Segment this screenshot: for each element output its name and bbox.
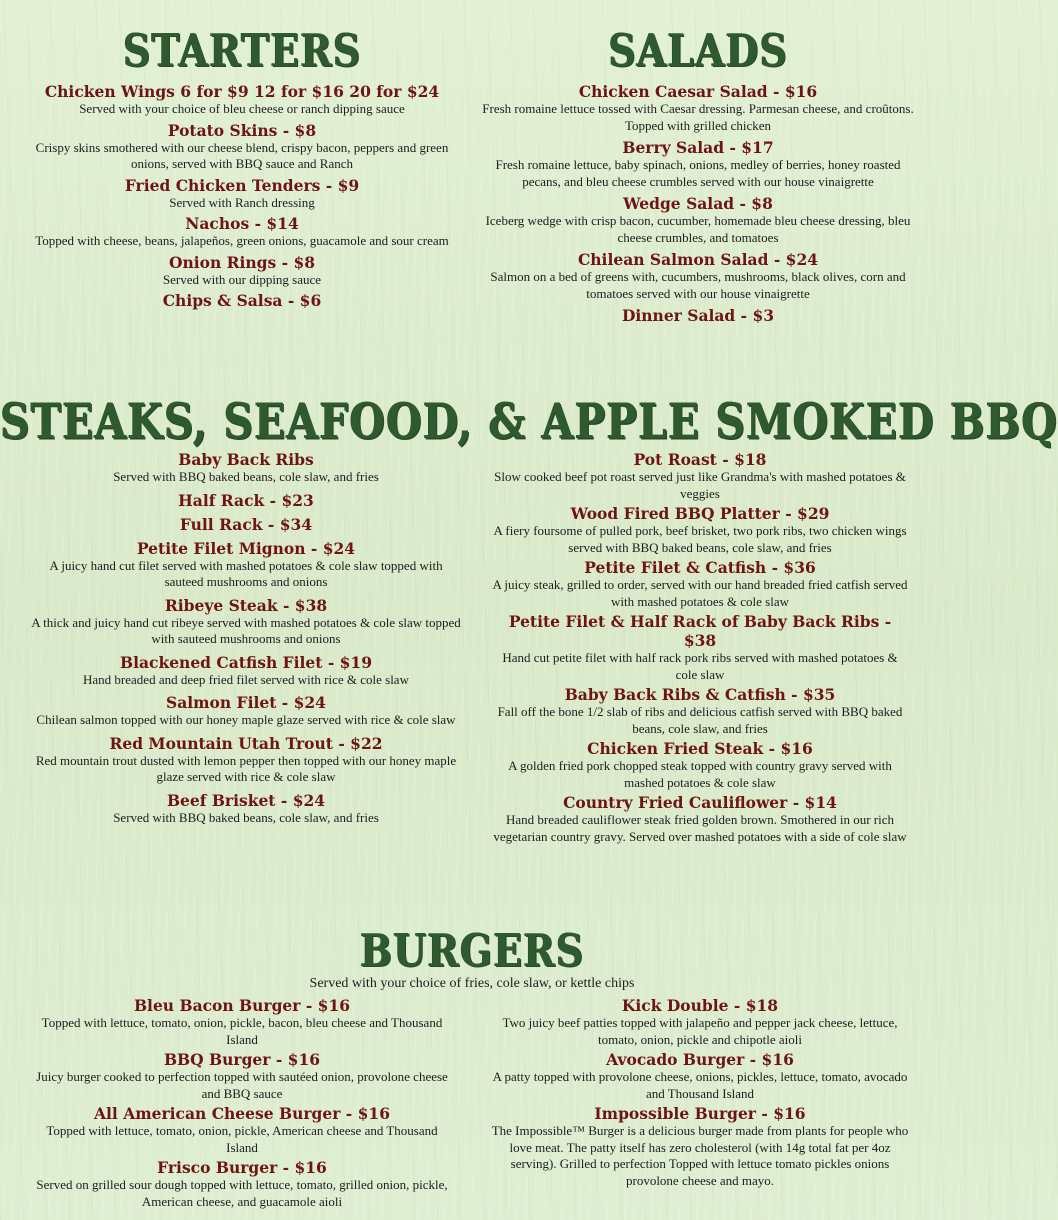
starters-list [30,82,454,310]
starters-heading: STARTERS [122,23,362,77]
menu-item-description: A thick and juicy hand cut ribeye served with mashed potatoes & cole slaw topped with sauteed mushrooms and onions [31,614,461,646]
menu-item-description: Served with Ranch dressing [169,194,315,210]
menu-item-description: Served with our dipping sauce [162,271,322,287]
burgers-heading: BURGERS [359,923,585,977]
menu-item-description: Topped with lettuce, tomato, onion, pickle, American cheese and Thousand Island [46,1123,438,1155]
menu-item-description: Crispy skins smothered with our cheese blend, crispy bacon, peppers and green onions, served with BBQ sauce and Ranch [35,139,449,171]
menu-item-name: Pot Roast - $18 [633,450,767,469]
menu-item-name: Kick Double - $18 [621,996,779,1015]
menu-item [30,491,462,510]
menu-item [30,121,454,173]
menu-item-name: Country Fried Cauliflower - $14 [563,793,837,812]
menu-item-name: Chilean Salmon Salad - $24 [577,250,819,269]
menu-item-name: Baby Back Ribs & Catfish - $35 [564,685,836,704]
menu-item-description: Served with BBQ baked beans, cole slaw, and fries [113,809,379,825]
steaks-right-column [490,450,910,847]
menu-item-name: Baby Back Ribs [178,450,314,469]
menu-item-description: Iceberg wedge with crisp bacon, cucumber, homemade bleu cheese dressing, bleu cheese crumbles, and tomatoes [485,213,911,245]
menu-item [30,791,462,827]
menu-item-name: Half Rack - $23 [178,490,314,510]
menu-item-description: Topped with lettuce, tomato, onion, pickle, bacon, bleu cheese and Thousand Island [41,1015,443,1047]
menu-item-name: Onion Rings - $8 [168,252,316,272]
menu-item [30,693,462,729]
menu-item-name: Wedge Salad - $8 [623,194,773,213]
menu-item [488,996,912,1048]
menu-item-name: Ribeye Steak - $38 [164,595,328,615]
menu-item [30,82,454,118]
menu-item [490,793,910,845]
menu-item [490,612,910,683]
steaks-heading: STEAKS, SEAFOOD, & APPLE SMOKED BBQ [0,393,1058,450]
menu-item-description: Slow cooked beef pot roast served just like Grandma's with mashed potatoes & veggies [494,469,906,501]
menu-item [478,250,918,302]
menu-item-name: Dinner Salad - $3 [621,306,775,325]
menu-item-name: Red Mountain Utah Trout - $22 [109,733,383,753]
steaks-right-list [490,450,910,845]
menu-item [488,1050,912,1102]
menu-item-description: Fresh romaine lettuce, baby spinach, onions, medley of berries, honey roasted pecans, and bleu cheese crumbles served with our house vinaigrette [495,157,901,189]
menu-item [30,450,462,486]
menu-item-name: Chicken Caesar Salad - $16 [578,82,818,101]
menu-item [478,306,918,325]
menu-item [30,515,462,534]
menu-item-name: Frisco Burger - $16 [157,1158,327,1177]
steaks-section-header [0,393,1058,450]
salads-heading: SALADS [608,23,788,77]
menu-item-name: Petite Filet & Catfish - $36 [584,558,816,577]
menu-item-name: Fried Chicken Tenders - $9 [124,175,360,195]
menu-item-name: Chips & Salsa - $6 [162,291,322,310]
menu-item-name: Wood Fired BBQ Platter - $29 [570,504,830,523]
menu-item [490,504,910,556]
burgers-left-column [30,996,454,1212]
menu-item [30,291,454,310]
menu-item-description: Hand breaded and deep fried filet served with rice & cole slaw [83,671,409,687]
menu-item-description: Topped with cheese, beans, jalapeños, green onions, guacamole and sour cream [35,233,449,248]
menu-item [478,138,918,190]
menu-item-description: A juicy hand cut filet served with mashed potatoes & cole slaw topped with sauteed mushrooms and onions [49,557,443,589]
menu-item-description: Hand breaded cauliflower steak fried golden brown. Smothered in our rich vegetarian country gravy. Served over mashed potatoes with a side of cole slaw [493,812,907,844]
menu-item [490,558,910,610]
burgers-right-list [488,996,912,1189]
menu-item [30,539,462,591]
menu-item [490,739,910,791]
menu-item-description: A patty topped with provolone cheese, onions, pickles, lettuce, tomato, avocado and Thousand Island [492,1069,908,1101]
menu-item-name: BBQ Burger - $16 [163,1050,321,1069]
menu-item-description: Salmon on a bed of greens with, cucumbers, mushrooms, black olives, corn and tomatoes served with our house vinaigrette [490,269,906,301]
menu-item [30,734,462,786]
salads-section [478,23,918,329]
menu-item-name: Chicken Fried Steak - $16 [587,739,813,758]
menu-item-name: Petite Filet & Half Rack of Baby Back Ribs - $38 [508,612,892,650]
menu-item-name: Nachos - $14 [185,214,299,233]
menu-item-name: Petite Filet Mignon - $24 [136,538,356,558]
menu-item [490,685,910,737]
menu-item-description: Served on grilled sour dough topped with lettuce, tomato, grilled onion, pickle, American cheese, and guacamole aioli [36,1177,448,1209]
menu-item [30,253,454,289]
menu-item-name: All American Cheese Burger - $16 [94,1104,390,1123]
menu-item-description: Red mountain trout dusted with lemon pepper then topped with our honey maple glaze served with rice & cole slaw [35,752,457,784]
menu-item-description: Fresh romaine lettuce tossed with Caesar dressing. Parmesan cheese, and croûtons. Topped with grilled chicken [482,101,914,133]
menu-item-name: Bleu Bacon Burger - $16 [133,996,351,1015]
menu-item-description: Two juicy beef patties topped with jalapeño and pepper jack cheese, lettuce, tomato, onion, pickle and chipotle aioli [502,1015,898,1047]
menu-item-name: Potato Skins - $8 [167,120,317,140]
menu-item-description: A juicy steak, grilled to order, served with our hand breaded fried catfish served with mashed potatoes & cole slaw [492,577,908,609]
steaks-left-column [30,450,462,831]
menu-item-description: Chilean salmon topped with our honey maple glaze served with rice & cole slaw [36,712,456,727]
burgers-subtitle: Served with your choice of fries, cole slaw, or kettle chips [309,976,635,991]
menu-item-name: Chicken Wings 6 for $9 12 for $16 20 for $24 [44,82,440,101]
menu-item-name: Blackened Catfish Filet - $19 [119,652,373,672]
menu-item [30,176,454,212]
menu-item-description: The Impossible™ Burger is a delicious burger made from plants for people who love meat. The patty itself has zero cholesterol (with 14g total fat per 4oz serving). Grilled to perfection Topped with lettuce tomato pickles onions provolone cheese and mayo. [491,1123,909,1188]
menu-item-name: Impossible Burger - $16 [594,1104,806,1123]
menu-item [30,214,454,250]
menu-item [478,194,918,246]
menu-item [30,1158,454,1210]
menu-item-name: Beef Brisket - $24 [166,790,326,810]
menu-item-description: Served with your choice of bleu cheese or ranch dipping sauce [79,101,405,116]
menu-item [490,450,910,502]
menu-item [478,82,918,134]
burgers-left-list [30,996,454,1210]
menu-item-description: Served with BBQ baked beans, cole slaw, and fries [113,469,379,484]
menu-item [30,596,462,648]
burgers-right-column [488,996,912,1191]
menu-item-name: Avocado Burger - $16 [606,1050,794,1069]
salads-list [478,82,918,325]
menu-item-description: Juicy burger cooked to perfection topped with sautéed onion, provolone cheese and BBQ sauce [36,1069,448,1101]
burgers-section-header [0,923,944,992]
menu-item-name: Salmon Filet - $24 [166,693,326,712]
menu-item-description: A golden fried pork chopped steak topped with country gravy served with mashed potatoes & cole slaw [508,758,892,790]
menu-item-description: Hand cut petite filet with half rack pork ribs served with mashed potatoes & cole slaw [502,650,898,682]
steaks-left-list [30,450,462,826]
menu-item [30,1050,454,1102]
starters-section [30,23,454,313]
menu-item-description: A fiery foursome of pulled pork, beef brisket, two pork ribs, two chicken wings served with BBQ baked beans, cole slaw, and fries [493,523,907,555]
menu-item [488,1104,912,1189]
menu-item-name: Full Rack - $34 [179,514,313,534]
menu-item-name: Berry Salad - $17 [622,138,774,157]
menu-item [30,1104,454,1156]
menu-item [30,653,462,689]
menu-item [30,996,454,1048]
menu-item-description: Fall off the bone 1/2 slab of ribs and delicious catfish served with BBQ baked beans, cole slaw, and fries [497,704,903,736]
